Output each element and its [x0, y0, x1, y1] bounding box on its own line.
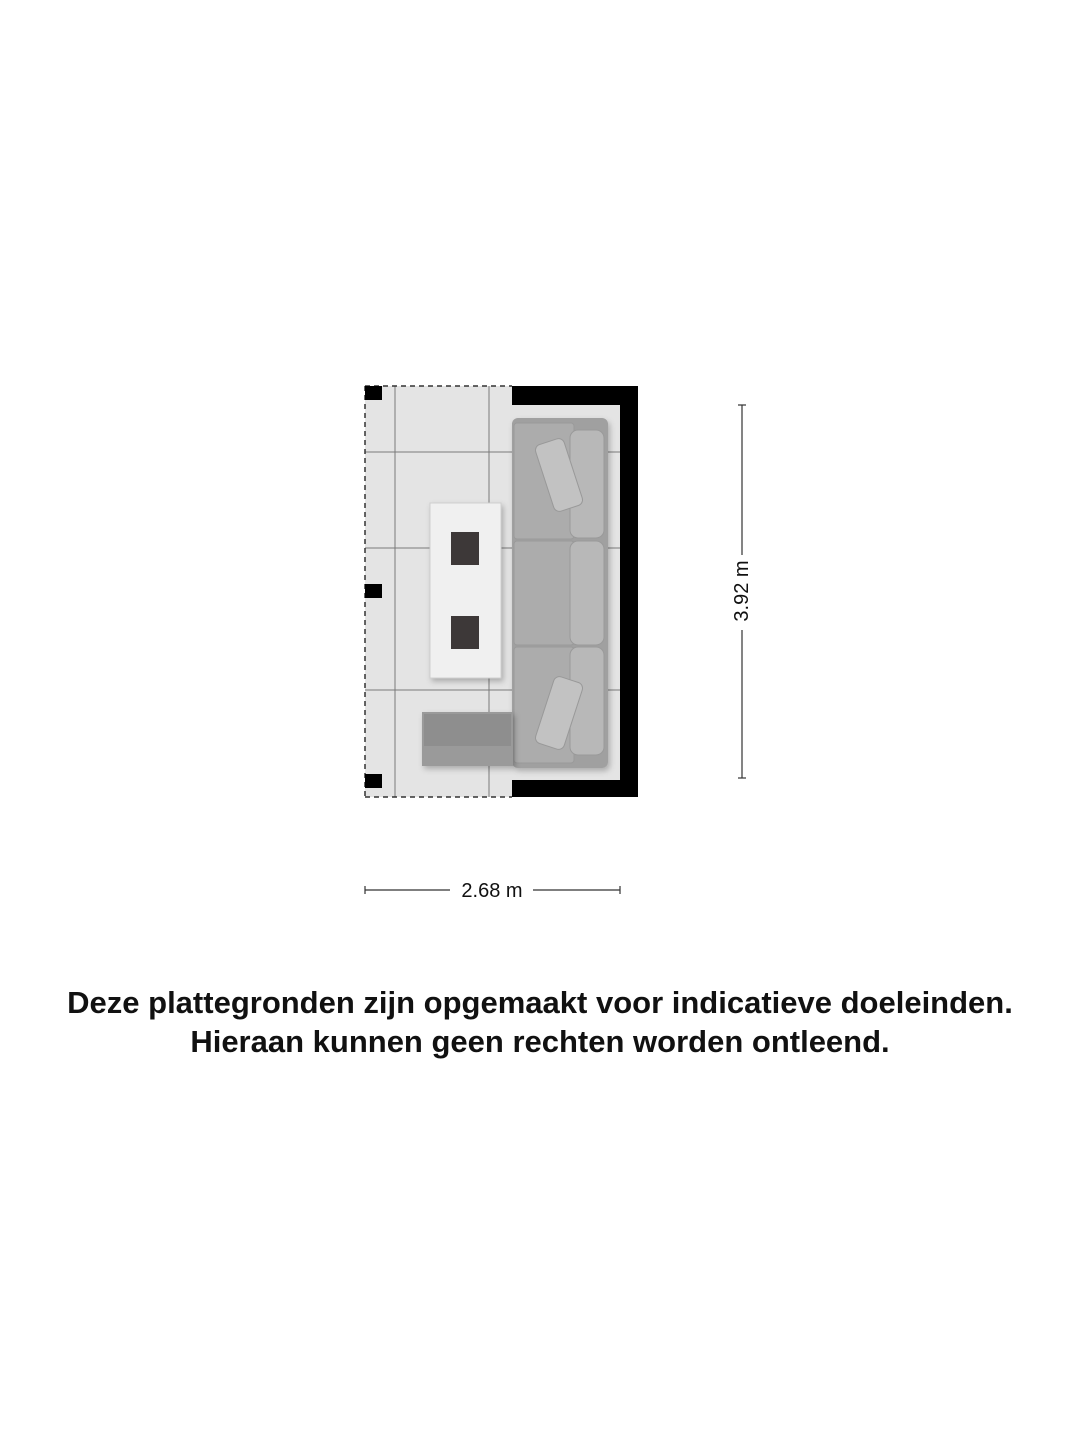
width-dimension-label: 2.68 m: [461, 880, 523, 902]
coffee-table-inlay-bottom: [451, 616, 479, 649]
side-bench: [422, 712, 513, 766]
coffee-table-inlay-top: [451, 532, 479, 565]
height-dimension-label: 3.92 m: [731, 560, 753, 622]
disclaimer-line-1: Deze plattegronden zijn opgemaakt voor indicatieve doeleinden.: [67, 985, 1013, 1020]
sofa-seat-2: [514, 541, 574, 645]
side-bench-top: [424, 714, 511, 746]
coffee-table: [430, 503, 501, 678]
column-bottom: [365, 774, 382, 788]
coffee-table-top: [430, 503, 501, 678]
disclaimer-line-2: Hieraan kunnen geen rechten worden ontleend.: [190, 1024, 890, 1059]
column-middle: [365, 584, 382, 598]
sofa-back-2: [570, 541, 604, 645]
sofa: [512, 418, 608, 768]
column-top: [365, 386, 382, 400]
